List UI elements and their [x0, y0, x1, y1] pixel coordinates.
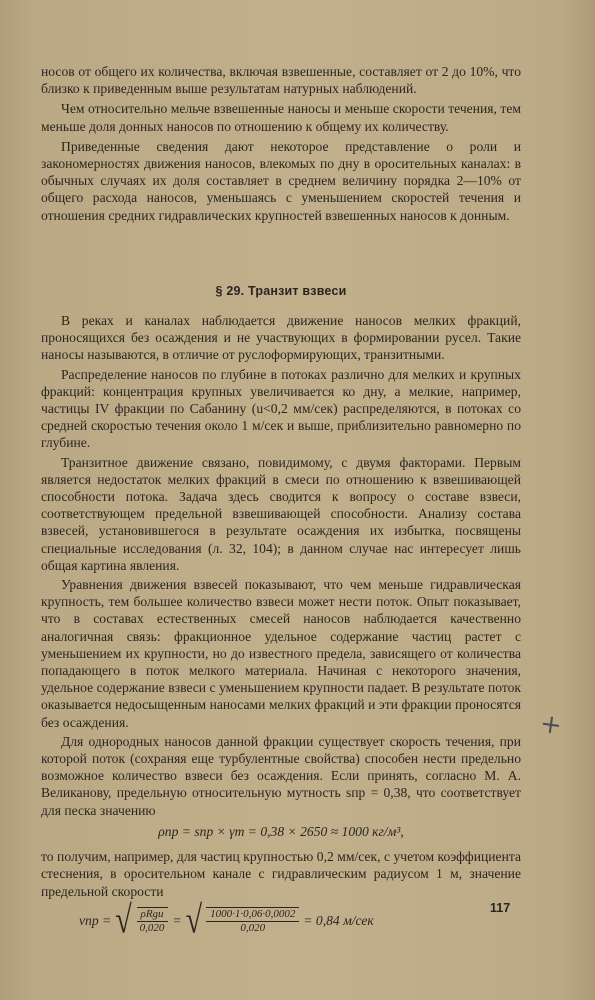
paragraph: Чем относительно мельче взвешенные наносы и меньше скорости течения, тем меньше доля донных наносов по отношению к общему их количеству. — [41, 101, 521, 134]
fraction-denominator: 0,020 — [139, 921, 165, 934]
fraction-numerator: ρRgu — [137, 907, 168, 922]
fraction-denominator: 0,020 — [240, 921, 266, 934]
paragraph: Приведенные сведения дают некоторое представление о роли и закономерностях движения наносов, влекомых по дну в оросительных каналах: в обычных случаях их доля составляет в среднем величину порядка 2—10% от общего расхода наносов, уменьшаясь с уменьшением скоростей течения и отношения средних гидравлических крупностей взвешенных наносов к донным. — [41, 138, 521, 223]
page-number: 117 — [490, 901, 511, 915]
paragraph: то получим, например, для частиц крупностью 0,2 мм/сек, с учетом коэффициента стеснения, в оросительном канале с гидравлическим радиусом 1 м, значение предельной скорости — [41, 849, 521, 899]
fraction — [136, 907, 169, 935]
sqrt-icon: √ — [115, 898, 132, 942]
paragraph: Распределение наносов по глубине в потоках различно для мелких и крупных фракций: концентрация крупных увеличивается ко дну, а мелкие, например, частицы IV фракции по Сабанину (u<0,2 мм/сек) распределяются, в потоках со средней скоростью течения около 1 м/сек и выше, приблизительно равномерно по глубине. — [41, 366, 521, 451]
paragraph: Уравнения движения взвесей показывают, что чем меньше гидравлическая крупность, тем большее количество взвеси может нести поток. Опыт показывает, что в составах естественных смесей наносов наблюдается качественно аналогичная связь: фракционное удельное содержание частиц растет с уменьшением их крупности, но до известного предела, зависящего от количества попадающего в поток мелкого материала. Начиная с некоторого значения, удельное содержание взвеси с уменьшением крупности падает. В результате поток оказывается недосыщенным наносами мелких фракций и эти фракции проносятся без осаждения. — [41, 577, 521, 730]
formula-lhs: vпр = — [79, 913, 112, 929]
text-block-top — [41, 63, 521, 224]
paragraph: Для однородных наносов данной фракции существует скорость течения, при которой поток (сохраняя еще турбулентные свойства) способен нести предельно возможное количество взвеси без осаждения. Если принять, согласно М. А. Великанову, предельную относительную мутность sпр = 0,38, что соответствует для песка значению — [41, 733, 521, 818]
text-block-main — [41, 312, 521, 942]
sqrt-icon: √ — [185, 898, 203, 942]
handwritten-margin-mark: + — [538, 708, 564, 742]
formula-equals: = — [172, 913, 182, 929]
paragraph: Транзитное движение связано, повидимому, с двумя факторами. Первым является недостаток мелких фракций в смеси по отношению к взвешивающей способности потока. Задача здесь сводится к вопросу о составе взвеси, соответствующем предельной взвешивающей способности. Анализу состава взвесей, установившегося в результате осаждения их избытка, посвящены специальные исследования (л. 32, 104); в данном случае нас интересует лишь общая картина явления. — [41, 454, 521, 573]
paragraph: В реках и каналах наблюдается движение наносов мелких фракций, проносящихся без осаждения и не участвующих в формировании русел. Такие наносы называются, в отличие от руслоформирующих, транзитными. — [41, 313, 521, 363]
formula-result: = 0,84 м/сек — [303, 913, 374, 929]
section-heading: § 29. Транзит взвеси — [215, 284, 347, 298]
paragraph: носов от общего их количества, включая взвешенные, составляет от 2 до 10%, что близко к приведенным выше результатам натурных наблюдений. — [41, 64, 521, 97]
fraction-numerator: 1000·1·0,06·0,0002 — [206, 907, 299, 922]
formula-velocity — [79, 898, 521, 942]
fraction — [206, 907, 299, 935]
formula-density: ρпр = sпр × γт = 0,38 × 2650 ≈ 1000 кг/м³, — [158, 823, 404, 839]
